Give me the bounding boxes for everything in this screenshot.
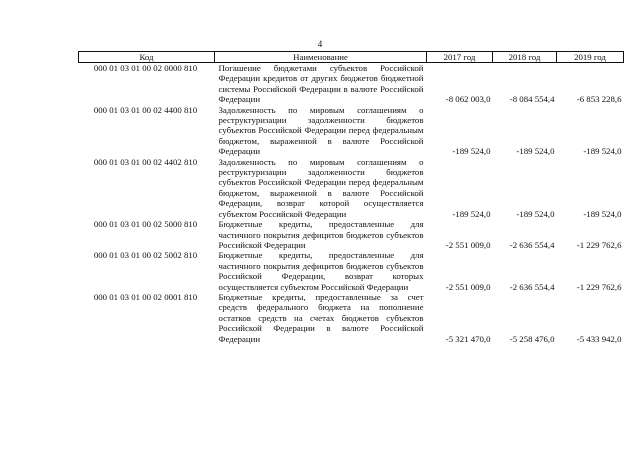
table-header [79, 52, 624, 63]
table-body [79, 63, 624, 344]
row-value-2017: -2 551 009,0 [445, 239, 491, 250]
row-name: Погашение бюджетами субъектов Российской Федерации кредитов от других бюджетов бюджетной системы Российской Федерации в валюте Российской Федерации [218, 63, 424, 105]
header-row [79, 52, 624, 63]
row-name: Задолженность по мировым соглашениям о реструктуризации задолженности бюджетов субъектов Российской Федерации перед федеральным бюджетом, выраженной в валюте Российской Федерации, возврат которой осуществляется субъектом Российской Федерации [218, 156, 424, 219]
row-code: 000 01 03 01 00 02 5000 810 [93, 219, 198, 230]
header-code: Код [79, 52, 215, 63]
row-value-2017: -189 524,0 [452, 208, 491, 219]
row-value-2017: -8 062 003,0 [445, 94, 491, 105]
header-2017: 2017 год [427, 52, 493, 63]
row-value-2018: -8 084 554,4 [509, 94, 555, 105]
row-code: 000 01 03 01 00 02 0000 810 [93, 63, 198, 73]
row-code: 000 01 03 01 00 02 5002 810 [93, 250, 198, 261]
row-value-2017: -2 551 009,0 [445, 281, 491, 292]
page-number: 4 [317, 39, 323, 49]
header-2019: 2019 год [557, 52, 624, 63]
header-name: Наименование [215, 52, 427, 63]
row-value-2017: -189 524,0 [452, 146, 491, 157]
row-value-2019: -1 229 762,6 [576, 281, 622, 292]
row-value-2017: -5 321 470,0 [445, 333, 491, 344]
row-name: Бюджетные кредиты, предоставленные для частичного покрытия дефицитов бюджетов субъектов Российской Федерации, возврат которых осуществляется субъектом Российской Федерации [218, 250, 424, 292]
row-name: Бюджетные кредиты, предоставленные для частичного покрытия дефицитов бюджетов субъектов Российской Федерации [218, 219, 424, 250]
row-code: 000 01 03 01 00 02 4400 810 [93, 104, 198, 115]
row-value-2019: -1 229 762,6 [576, 239, 622, 250]
row-value-2019: -189 524,0 [583, 146, 622, 157]
row-code: 000 01 03 01 00 02 4402 810 [93, 156, 198, 167]
row-value-2019: -189 524,0 [583, 208, 622, 219]
table-row [79, 219, 624, 250]
row-value-2018: -189 524,0 [516, 208, 555, 219]
table-row [79, 157, 624, 219]
table-row [79, 63, 624, 105]
row-name: Задолженность по мировым соглашениям о реструктуризации задолженности бюджетов субъектов Российской Федерации перед федеральным бюджетом, выраженной в валюте Российской Федерации [218, 104, 424, 157]
budget-sources-table [78, 51, 624, 344]
row-value-2018: -2 636 554,4 [509, 239, 555, 250]
table-row [79, 292, 624, 344]
row-value-2018: -5 258 476,0 [509, 333, 555, 344]
header-2018: 2018 год [493, 52, 557, 63]
row-code: 000 01 03 01 00 02 0001 810 [93, 291, 198, 302]
row-value-2018: -2 636 554,4 [509, 281, 555, 292]
row-value-2019: -5 433 942,0 [576, 333, 622, 344]
row-value-2018: -189 524,0 [516, 146, 555, 157]
row-name: Бюджетные кредиты, предоставленные за счет средств федерального бюджета на пополнение остатков средств на счетах бюджетов субъектов Российской Федерации в валюте Российской Федерации [218, 291, 424, 344]
table-row [79, 250, 624, 292]
row-value-2019: -6 853 228,6 [576, 94, 622, 105]
table-row [79, 105, 624, 157]
